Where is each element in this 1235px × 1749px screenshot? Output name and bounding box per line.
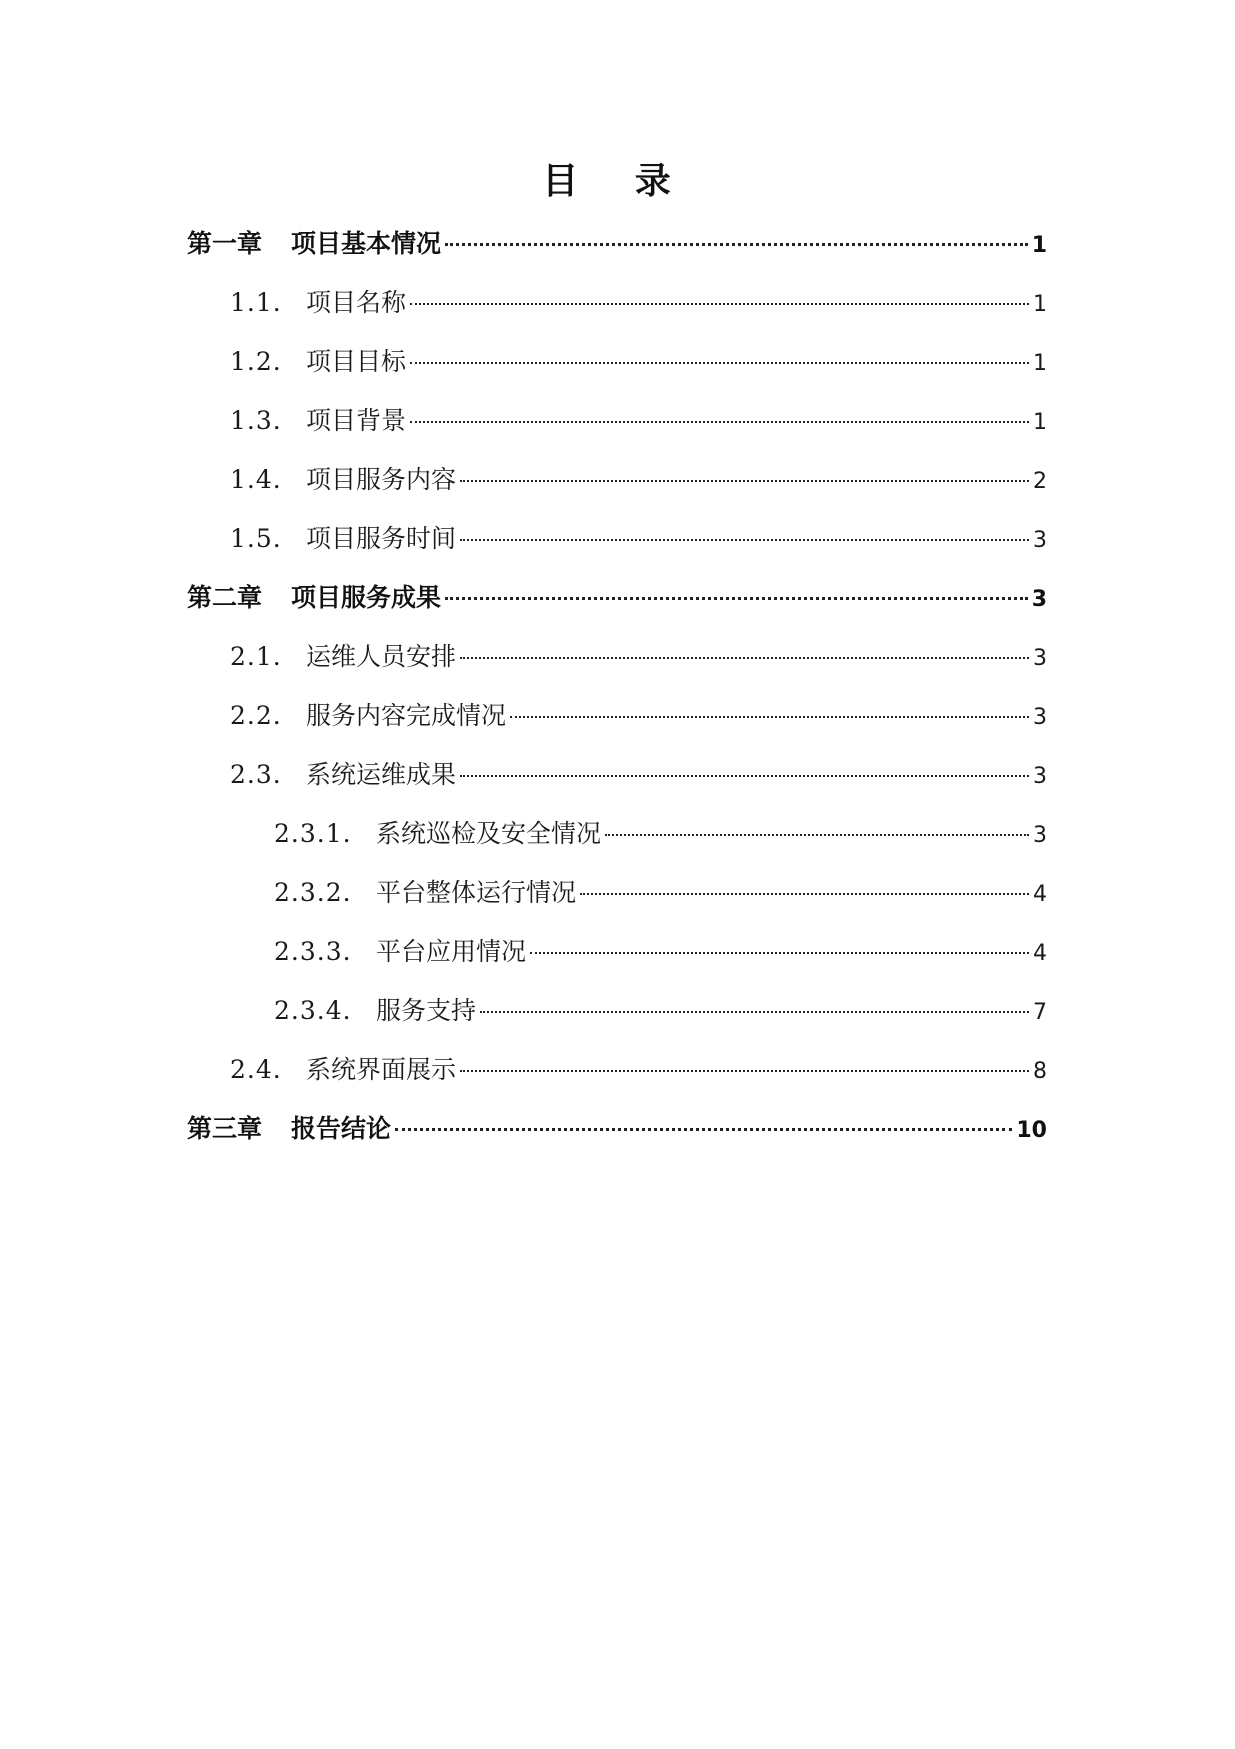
toc-entry-title: 服务内容完成情况 — [306, 701, 507, 730]
toc-entry-page: 1 — [1033, 410, 1047, 435]
toc-entry-page: 2 — [1033, 469, 1047, 494]
toc-entry-page: 3 — [1033, 823, 1047, 848]
toc-entry-number: 1.2. — [230, 347, 282, 376]
dot-leader — [605, 834, 1029, 836]
toc-entry-title: 项目服务内容 — [306, 465, 457, 494]
dot-leader — [580, 893, 1029, 895]
toc-entry-title: 项目名称 — [306, 288, 407, 317]
toc-entry-number: 2.4. — [230, 1055, 282, 1084]
toc-entry-title: 项目服务时间 — [306, 524, 457, 553]
dot-leader — [480, 1011, 1029, 1013]
dot-leader — [510, 716, 1029, 718]
dot-leader — [445, 597, 1028, 600]
dot-leader — [460, 480, 1029, 482]
toc-entry-title: 项目目标 — [306, 347, 407, 376]
dot-leader — [530, 952, 1029, 954]
dot-leader — [460, 657, 1029, 659]
toc-entry-1-2[interactable] — [230, 342, 1047, 382]
toc-title: 目 录 — [542, 161, 693, 202]
dot-leader — [395, 1128, 1012, 1131]
toc-entry-page: 3 — [1033, 705, 1047, 730]
toc-entry-title: 平台应用情况 — [376, 937, 527, 966]
toc-entry-2-3-4[interactable] — [274, 991, 1047, 1031]
toc-entry-1-4[interactable] — [230, 460, 1047, 500]
toc-entry-number: 第二章 — [187, 583, 263, 612]
toc-entry-title: 项目基本情况 — [291, 229, 442, 258]
toc-entry-page: 8 — [1033, 1059, 1047, 1084]
toc-entry-page: 4 — [1033, 882, 1047, 907]
toc-entry-page: 1 — [1033, 351, 1047, 376]
dot-leader — [410, 362, 1029, 364]
toc-entry-title: 系统巡检及安全情况 — [376, 819, 602, 848]
toc-entry-chapter-3[interactable] — [187, 1109, 1047, 1149]
toc-entry-number: 第三章 — [187, 1114, 263, 1143]
toc-entry-title: 运维人员安排 — [306, 642, 457, 671]
dot-leader — [410, 421, 1029, 423]
toc-entry-number: 1.1. — [230, 288, 282, 317]
toc-entry-page: 3 — [1033, 764, 1047, 789]
toc-entry-title: 项目服务成果 — [291, 583, 442, 612]
toc-entry-2-1[interactable] — [230, 637, 1047, 677]
toc-entry-1-1[interactable] — [230, 283, 1047, 323]
toc-entry-1-3[interactable] — [230, 401, 1047, 441]
toc-entry-number: 2.3.4. — [274, 996, 352, 1025]
toc-entry-number: 2.3.3. — [274, 937, 352, 966]
toc-entry-title: 报告结论 — [291, 1114, 392, 1143]
dot-leader — [410, 303, 1029, 305]
toc-entry-number: 2.2. — [230, 701, 282, 730]
dot-leader — [460, 539, 1029, 541]
toc-entry-page: 1 — [1031, 233, 1047, 258]
toc-entry-2-3-1[interactable] — [274, 814, 1047, 854]
dot-leader — [445, 243, 1028, 246]
toc-entry-title: 系统运维成果 — [306, 760, 457, 789]
toc-entry-title: 服务支持 — [376, 996, 477, 1025]
toc-entry-number: 1.3. — [230, 406, 282, 435]
toc-entry-1-5[interactable] — [230, 519, 1047, 559]
toc-entry-title: 系统界面展示 — [306, 1055, 457, 1084]
toc-entry-number: 2.3.2. — [274, 878, 352, 907]
toc-entry-page: 10 — [1016, 1118, 1047, 1143]
toc-entry-2-3-2[interactable] — [274, 873, 1047, 913]
toc-entry-2-3-3[interactable] — [274, 932, 1047, 972]
toc-entry-page: 1 — [1033, 292, 1047, 317]
toc-entry-chapter-2[interactable] — [187, 578, 1047, 618]
toc-entry-number: 1.5. — [230, 524, 282, 553]
toc-entry-number: 第一章 — [187, 229, 263, 258]
toc-entry-title: 平台整体运行情况 — [376, 878, 577, 907]
toc-entry-2-3[interactable] — [230, 755, 1047, 795]
toc-entry-title: 项目背景 — [306, 406, 407, 435]
toc-entry-number: 2.3. — [230, 760, 282, 789]
dot-leader — [460, 1070, 1029, 1072]
toc-entry-page: 3 — [1033, 646, 1047, 671]
toc-entry-number: 1.4. — [230, 465, 282, 494]
toc-entry-2-2[interactable] — [230, 696, 1047, 736]
toc-entry-number: 2.1. — [230, 642, 282, 671]
toc-entry-page: 7 — [1033, 1000, 1047, 1025]
toc-entry-chapter-1[interactable] — [187, 224, 1047, 264]
toc-entry-page: 3 — [1031, 587, 1047, 612]
dot-leader — [460, 775, 1029, 777]
toc-entry-2-4[interactable] — [230, 1050, 1047, 1090]
toc-entry-number: 2.3.1. — [274, 819, 352, 848]
toc-entry-page: 3 — [1033, 528, 1047, 553]
toc-entry-page: 4 — [1033, 941, 1047, 966]
